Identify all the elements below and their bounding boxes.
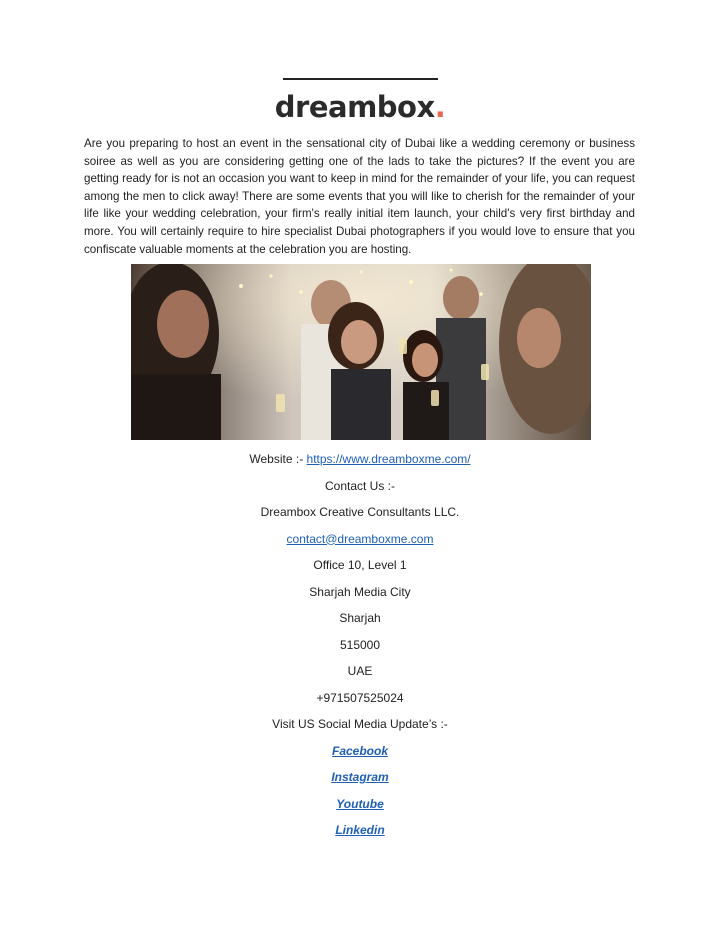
website-row: [0, 452, 720, 479]
logo-text: dreambox: [274, 90, 435, 124]
website-label: Website :-: [249, 452, 307, 466]
email-link[interactable]: contact@dreamboxme.com: [286, 531, 434, 546]
city: Sharjah: [339, 611, 381, 625]
social-instagram-row: [0, 770, 720, 797]
email-row: [0, 532, 720, 559]
phone-number: +971507525024: [316, 690, 404, 705]
party-photo-illustration: [131, 264, 591, 440]
website-link[interactable]: https://www.dreamboxme.com/: [306, 452, 471, 466]
address-line-2: Sharjah Media City: [309, 584, 411, 599]
contact-heading: Contact Us :-: [324, 478, 396, 493]
company-name: Dreambox Creative Consultants LLC.: [260, 505, 460, 519]
youtube-link[interactable]: Youtube: [336, 796, 384, 811]
instagram-link[interactable]: Instagram: [331, 770, 389, 784]
logo-wordmark: [0, 90, 720, 124]
country: UAE: [347, 664, 373, 678]
facebook-link[interactable]: Facebook: [331, 743, 388, 758]
logo-dot: .: [434, 90, 446, 124]
party-photo: [131, 264, 591, 440]
social-heading: Visit US Social Media Update’s :-: [272, 717, 448, 731]
linkedin-link[interactable]: Linkedin: [335, 823, 385, 837]
social-facebook-row: [0, 744, 720, 771]
social-youtube-row: [0, 797, 720, 824]
logo: [0, 78, 720, 124]
address-line-1: Office 10, Level 1: [313, 558, 407, 572]
social-linkedin-row: [0, 823, 720, 850]
intro-paragraph: Are you preparing to host an event in the sensational city of Dubai like a wedding ceremony or business soiree as well as you are considering getting one of the lads to take the pictures? If the event you are getting ready for is not an occasion you want to keep in mind for the remainder of your life, you can request among the men to click away! There are some events that you will like to cherish for the remainder of your life like your wedding celebration, your firm's really initial item launch, your child's very first birthday and more. You will certainly require to hire specialist Dubai photographers if you would love to ensure that you confiscate valuable moments at the celebration you are hosting.: [84, 137, 635, 256]
contact-section: [0, 452, 720, 850]
logo-top-rule: [283, 78, 438, 80]
postal-code: 515000: [339, 637, 381, 652]
